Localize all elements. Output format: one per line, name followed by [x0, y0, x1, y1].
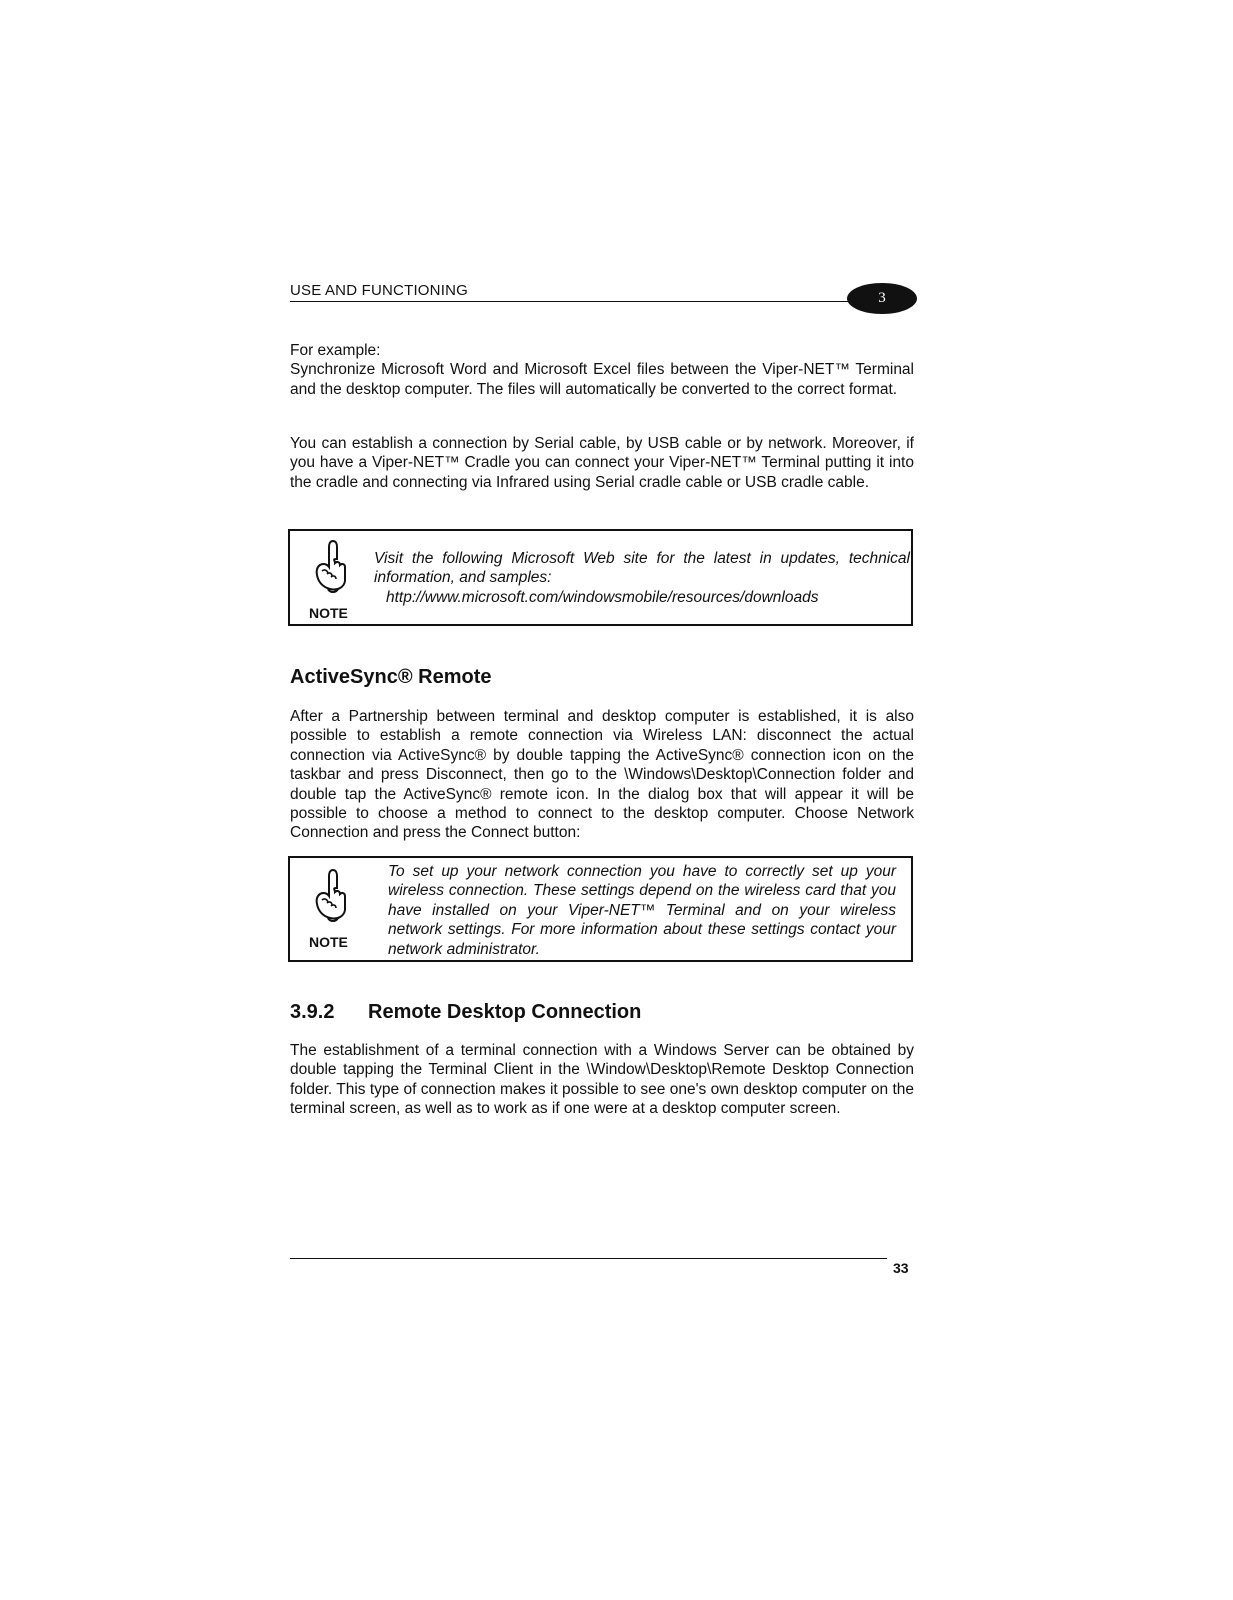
pointing-hand-icon	[300, 866, 364, 931]
connection-paragraph: You can establish a connection by Serial cable, by USB cable or by network. Moreover, if you have a Viper-NET™ Cradle you can connect your Viper-NET™ Terminal putting it into the cradle and connecting via Infrared using Serial cradle cable or USB cradle cable.	[290, 435, 914, 491]
running-header-title: USE AND FUNCTIONING	[290, 282, 468, 299]
pointing-hand-icon	[300, 537, 364, 602]
chapter-badge: 3	[847, 283, 917, 314]
footer-rule	[290, 1258, 887, 1259]
note-label: NOTE	[309, 934, 348, 950]
intro-lead: For example:	[290, 342, 381, 359]
section-heading-rdc: Remote Desktop Connection	[368, 1001, 642, 1023]
rdc-paragraph: The establishment of a terminal connection with a Windows Server can be obtained by double tapping the Terminal Client in the \Window\Desktop\Remote Desktop Connection folder. This type of connection makes it possible to see one's own desktop computer on the terminal screen, as well as to work as if one were at a desktop computer screen.	[290, 1042, 914, 1118]
section-heading-activesync: ActiveSync® Remote	[290, 666, 492, 688]
note-label: NOTE	[309, 605, 348, 621]
note-url: http://www.microsoft.com/windowsmobile/resources/downloads	[386, 588, 819, 606]
intro-section	[290, 341, 914, 399]
note-box-updates	[288, 529, 913, 626]
note-text-body: Visit the following Microsoft Web site for the latest in updates, technical information, and samples:	[374, 550, 910, 587]
activesync-paragraph: After a Partnership between terminal and desktop computer is established, it is also possible to establish a remote connection via Wireless LAN: disconnect the actual connection via ActiveSync® by double tapping the ActiveSync® connection icon on the taskbar and press Disconnect, then go to the \Windows\Desktop\Connection folder and double tap the ActiveSync® remote icon. In the dialog box that will appear it will be possible to choose a method to connect to the desktop computer. Choose Network Connection and press the Connect button:	[290, 708, 914, 842]
note-box-network	[288, 856, 913, 962]
header-rule	[290, 301, 855, 302]
intro-body: Synchronize Microsoft Word and Microsoft Excel files between the Viper-NET™ Terminal and the desktop computer. The files will automatically be converted to the correct format.	[290, 361, 914, 398]
page-number: 33	[893, 1260, 909, 1276]
section-number: 3.9.2	[290, 1001, 335, 1023]
note-text	[374, 549, 910, 607]
note-text: To set up your network connection you have to correctly set up your wireless connection. These settings depend on the wireless card that you have installed on your Viper-NET™ Terminal and on your wireless network settings. For more information about these settings contact your network administrator.	[388, 863, 896, 958]
